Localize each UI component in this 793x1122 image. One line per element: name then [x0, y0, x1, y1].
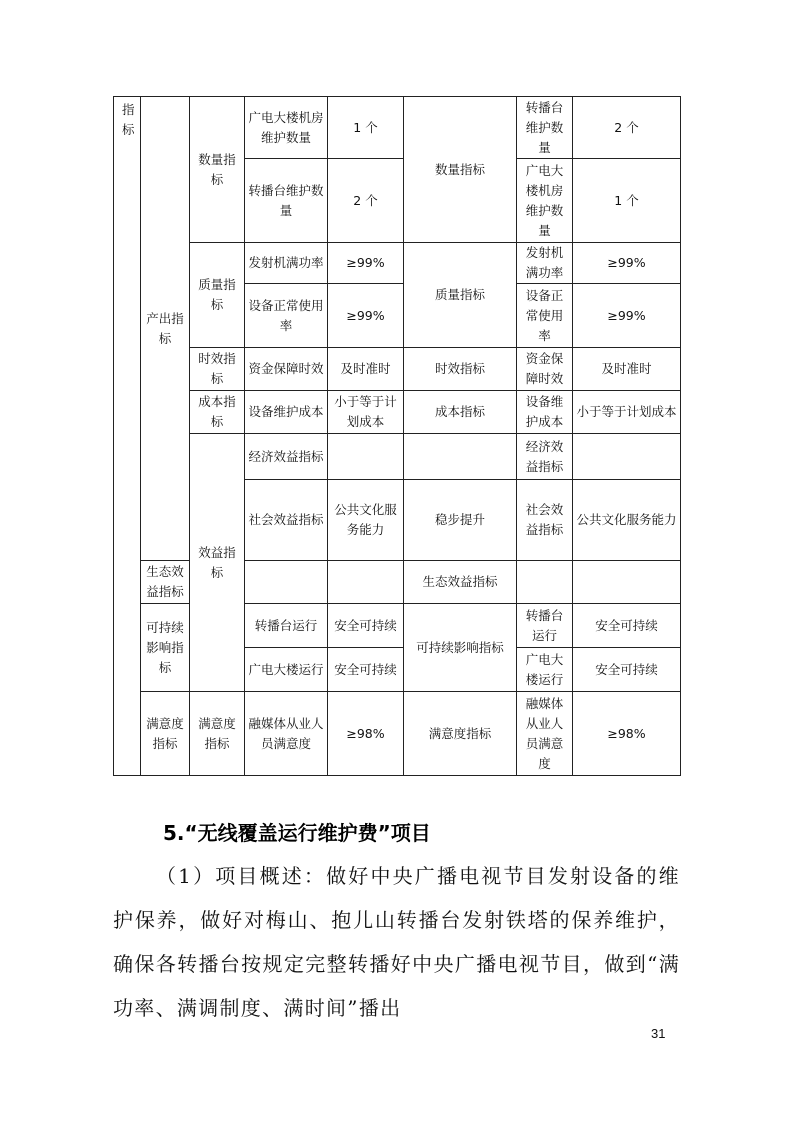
- target-name-empty: [573, 434, 681, 480]
- indicator-value: 安全可持续: [328, 648, 404, 692]
- target-value: 安全可持续: [573, 604, 681, 648]
- target-value: ≥99%: [573, 284, 681, 348]
- table-row: [114, 97, 681, 159]
- target-name-empty: [517, 561, 573, 604]
- target-label-social: 社会效益指标: [517, 480, 573, 561]
- target-name: 设备维护成本: [517, 391, 573, 434]
- target-value: ≥98%: [573, 692, 681, 776]
- level3-cell-social: 社会效益指标: [245, 480, 328, 561]
- indicator-value: ≥99%: [328, 243, 404, 284]
- indicator-name: 广电大楼机房维护数量: [245, 97, 328, 159]
- indicator-name: 转播台运行: [245, 604, 328, 648]
- target-label-economic: 经济效益指标: [517, 434, 573, 480]
- target-label-cost: 成本指标: [404, 391, 517, 434]
- table-row: [114, 391, 681, 434]
- indicator-name: 发射机满功率: [245, 243, 328, 284]
- target-name: 资金保障时效: [517, 348, 573, 391]
- level3-cell-satisfaction: 满意度指标: [190, 692, 245, 776]
- indicator-name-empty: [245, 561, 328, 604]
- indicator-value: 及时准时: [328, 348, 404, 391]
- indicator-name: 设备维护成本: [245, 391, 328, 434]
- indicator-value: ≥98%: [328, 692, 404, 776]
- level1-cell: 指标: [114, 97, 141, 776]
- target-name: 转播台维护数量: [517, 97, 573, 159]
- target-name: 公共文化服务能力: [573, 480, 681, 561]
- target-name: 发射机满功率: [517, 243, 573, 284]
- target-name: 融媒体从业人员满意度: [517, 692, 573, 776]
- target-label-ecological: 生态效益指标: [404, 561, 517, 604]
- performance-indicator-table: [113, 96, 681, 776]
- indicator-name: 转播台维护数量: [245, 159, 328, 243]
- target-name: 设备正常使用率: [517, 284, 573, 348]
- target-value: 小于等于计划成本: [573, 391, 681, 434]
- target-label-timeliness: 时效指标: [404, 348, 517, 391]
- level3-cell-ecological: 生态效益指标: [141, 561, 190, 604]
- indicator-value-empty: [328, 561, 404, 604]
- indicator-name: 设备正常使用率: [245, 284, 328, 348]
- target-name: 广电大楼运行: [517, 648, 573, 692]
- level2-cell-output: 产出指标: [141, 97, 190, 561]
- level3-cell-timeliness: 时效指标: [190, 348, 245, 391]
- indicator-name-empty: [328, 434, 404, 480]
- indicator-value: 1 个: [328, 97, 404, 159]
- table-row: [114, 434, 681, 480]
- target-value: 安全可持续: [573, 648, 681, 692]
- level3-cell-quality: 质量指标: [190, 243, 245, 348]
- level3-cell-sustainable: 可持续影响指标: [141, 604, 190, 692]
- target-value: 及时准时: [573, 348, 681, 391]
- level3-cell-economic: 经济效益指标: [245, 434, 328, 480]
- indicator-value-empty: [404, 434, 517, 480]
- indicator-name: 广电大楼运行: [245, 648, 328, 692]
- table-row: [114, 692, 681, 776]
- target-name: 转播台运行: [517, 604, 573, 648]
- target-value: 1 个: [573, 159, 681, 243]
- target-label-satisfaction: 满意度指标: [404, 692, 517, 776]
- table-row: [114, 348, 681, 391]
- target-label-quality: 质量指标: [404, 243, 517, 348]
- target-name: 广电大楼机房维护数量: [517, 159, 573, 243]
- target-label-sustainable: 可持续影响指标: [404, 604, 517, 692]
- target-value: 2 个: [573, 97, 681, 159]
- section-paragraph: （1）项目概述：做好中央广播电视节目发射设备的维护保养，做好对梅山、抱儿山转播台发射铁塔的保养维护，确保各转播台按规定完整转播好中央广播电视节目，做到“满功率、满调制度、满时间”播出: [113, 864, 680, 1020]
- indicator-name: 资金保障时效: [245, 348, 328, 391]
- target-label-quantity: 数量指标: [404, 97, 517, 243]
- indicator-value: 安全可持续: [328, 604, 404, 648]
- indicator-name: 公共文化服务能力: [328, 480, 404, 561]
- indicator-value: 小于等于计划成本: [328, 391, 404, 434]
- target-value-empty: [573, 561, 681, 604]
- level2-cell-benefit: 效益指标: [190, 434, 245, 692]
- table-row: [114, 243, 681, 284]
- indicator-value: 2 个: [328, 159, 404, 243]
- indicator-value: ≥99%: [328, 284, 404, 348]
- level2-cell-satisfaction: 满意度指标: [141, 692, 190, 776]
- section-heading: 5.“无线覆盖运行维护费”项目: [163, 821, 431, 845]
- page-number: 31: [651, 1026, 666, 1041]
- target-value: ≥99%: [573, 243, 681, 284]
- indicator-name: 融媒体从业人员满意度: [245, 692, 328, 776]
- indicator-value: 稳步提升: [404, 480, 517, 561]
- level3-cell-quantity: 数量指标: [190, 97, 245, 243]
- level3-cell-cost: 成本指标: [190, 391, 245, 434]
